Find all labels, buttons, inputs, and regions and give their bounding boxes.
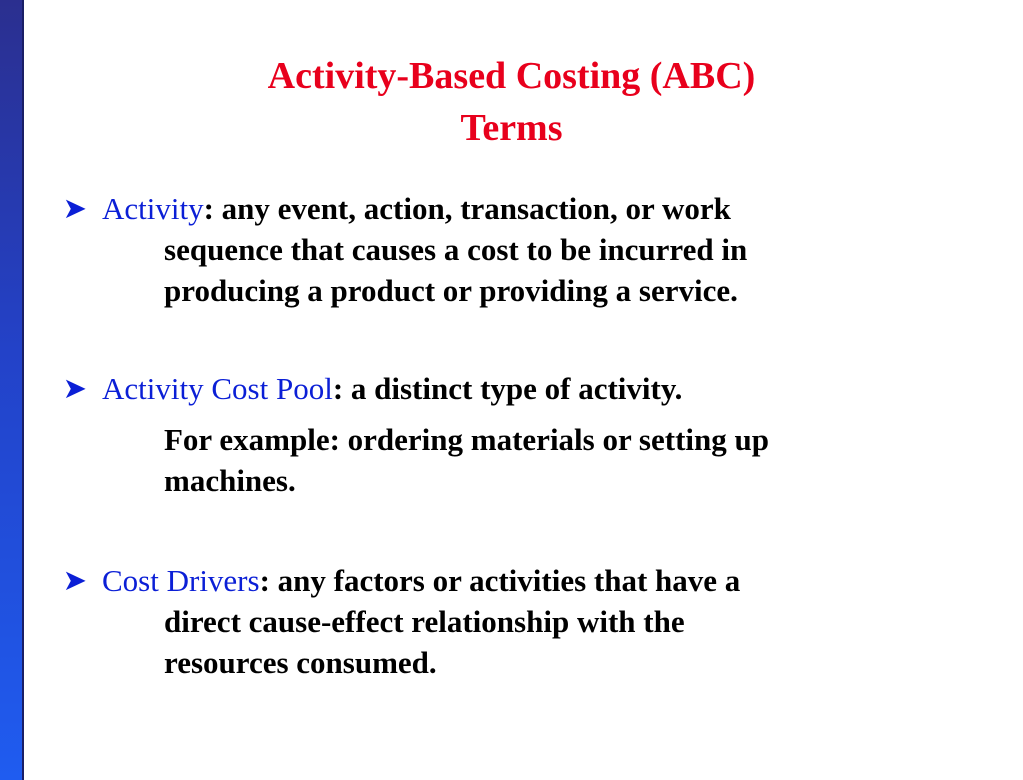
bullet-activity-cost-pool xyxy=(64,368,944,409)
bullet-activity xyxy=(64,188,944,311)
arrow-bullet-icon: ➤ xyxy=(64,566,86,595)
arrow-bullet-icon: ➤ xyxy=(64,374,86,403)
bullet-first-line xyxy=(102,188,944,229)
definition-continuation: direct cause-effect relationship with the xyxy=(164,604,685,639)
title-line-1: Activity-Based Costing (ABC) xyxy=(267,55,756,97)
example-line-2: machines. xyxy=(164,463,296,498)
bullet-first-line xyxy=(102,560,944,601)
example-text xyxy=(164,419,944,501)
definition-text: : any factors or activities that have a xyxy=(259,563,741,598)
term-activity-cost-pool: Activity Cost Pool xyxy=(102,371,333,406)
slide-title xyxy=(0,50,1023,154)
bullet-cost-drivers xyxy=(64,560,944,683)
arrow-bullet-icon: ➤ xyxy=(64,194,86,223)
definition-continuation: resources consumed. xyxy=(164,645,437,680)
definition-text: : a distinct type of activity. xyxy=(332,371,683,406)
title-line-2: Terms xyxy=(460,107,563,149)
definition-continuation: sequence that causes a cost to be incurred in xyxy=(164,232,748,267)
term-cost-drivers: Cost Drivers xyxy=(102,563,260,598)
example-line-1: For example: ordering materials or setting up xyxy=(164,422,769,457)
term-activity: Activity xyxy=(102,191,204,226)
definition-text: : any event, action, transaction, or work xyxy=(203,191,731,226)
definition-continuation: producing a product or providing a service. xyxy=(164,273,738,308)
bullet-first-line xyxy=(102,368,944,409)
